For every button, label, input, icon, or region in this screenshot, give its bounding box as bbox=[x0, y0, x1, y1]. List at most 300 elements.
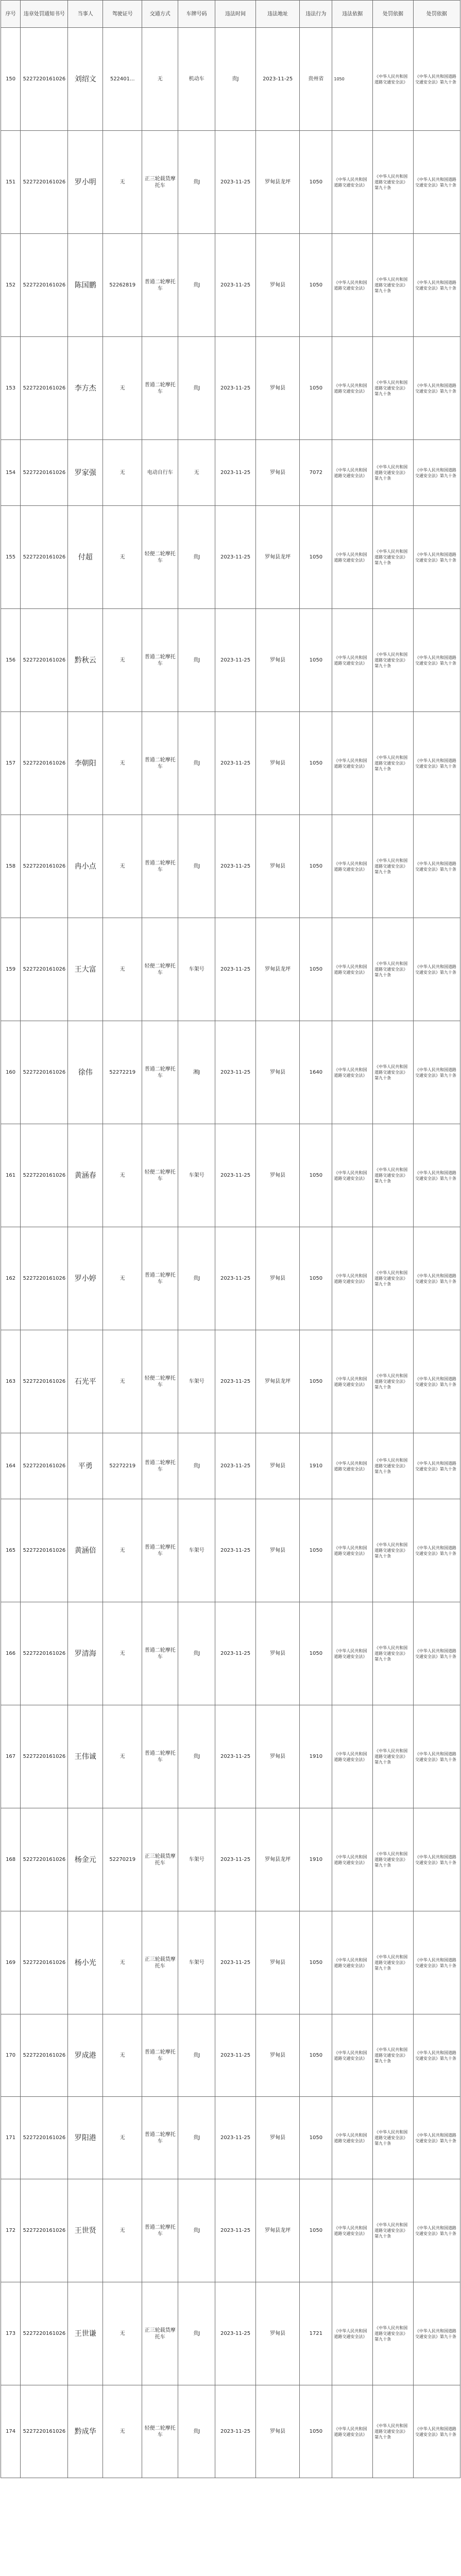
table-cell: 贵J bbox=[178, 1227, 215, 1330]
table-cell: 罗甸县龙坪 bbox=[255, 2179, 299, 2282]
table-cell: 5227220161026 bbox=[21, 1499, 68, 1602]
table-cell: 无 bbox=[103, 815, 142, 918]
table-row bbox=[1, 1911, 460, 2014]
table-cell: 《中华人民共和国道路交通安全法》 bbox=[332, 1227, 373, 1330]
table-cell: 无 bbox=[103, 1499, 142, 1602]
header-cell: 违法时间 bbox=[215, 1, 256, 28]
table-cell: 1050 bbox=[300, 506, 332, 609]
table-cell: 普通二轮摩托车 bbox=[142, 815, 178, 918]
table-cell: 2023-11-25 bbox=[215, 815, 256, 918]
table-cell: 《中华人民共和国道路交通安全法》第九十条 bbox=[413, 1330, 460, 1433]
table-cell: 152 bbox=[1, 234, 21, 337]
table-row bbox=[1, 234, 460, 337]
table-cell: 轻便二轮摩托车 bbox=[142, 918, 178, 1021]
table-cell: 车架号 bbox=[178, 1499, 215, 1602]
table-cell: 普通二轮摩托车 bbox=[142, 1705, 178, 1808]
table-row bbox=[1, 2282, 460, 2385]
table-cell: 《中华人民共和国道路交通安全法》 bbox=[332, 506, 373, 609]
table-cell: 无 bbox=[103, 506, 142, 609]
table-cell: 154 bbox=[1, 440, 21, 506]
table-cell: 贵J bbox=[178, 2282, 215, 2385]
table-cell: 169 bbox=[1, 1911, 21, 2014]
table-cell: 《中华人民共和国道路交通安全法》第九十条 bbox=[373, 2179, 414, 2282]
table-cell: 普通二轮摩托车 bbox=[142, 2014, 178, 2097]
table-cell: 2023-11-25 bbox=[255, 28, 299, 131]
table-cell: 1910 bbox=[300, 1705, 332, 1808]
table-cell: 罗甸县 bbox=[255, 1433, 299, 1499]
table-cell: 2023-11-25 bbox=[215, 1911, 256, 2014]
table-cell: 5227220161026 bbox=[21, 234, 68, 337]
table-cell: 《中华人民共和国道路交通安全法》第九十条 bbox=[413, 1227, 460, 1330]
table-row bbox=[1, 506, 460, 609]
table-cell: 2023-11-25 bbox=[215, 2282, 256, 2385]
table-cell: 2023-11-25 bbox=[215, 918, 256, 1021]
table-cell: 罗甸县 bbox=[255, 1499, 299, 1602]
table-cell: 《中华人民共和国道路交通安全法》 bbox=[332, 2014, 373, 2097]
table-cell: 《中华人民共和国道路交通安全法》 bbox=[332, 609, 373, 712]
table-cell: 165 bbox=[1, 1499, 21, 1602]
table-cell: 罗甸县 bbox=[255, 440, 299, 506]
table-cell: 《中华人民共和国道路交通安全法》 bbox=[332, 337, 373, 440]
table-row bbox=[1, 2097, 460, 2179]
table-cell: 1050 bbox=[300, 1911, 332, 2014]
table-cell: 5227220161026 bbox=[21, 712, 68, 815]
table-cell: 无 bbox=[103, 609, 142, 712]
table-cell: 5227220161026 bbox=[21, 918, 68, 1021]
table-cell: 《中华人民共和国道路交通安全法》第九十条 bbox=[373, 609, 414, 712]
table-cell: 《中华人民共和国道路交通安全法》第九十条 bbox=[373, 1911, 414, 2014]
table-cell: 李朝阳 bbox=[68, 712, 103, 815]
table-cell: 《中华人民共和国道路交通安全法》 bbox=[332, 1499, 373, 1602]
table-cell: 1910 bbox=[300, 1808, 332, 1911]
table-cell: 《中华人民共和国道路交通安全法》第九十条 bbox=[373, 712, 414, 815]
table-cell: 王伟诚 bbox=[68, 1705, 103, 1808]
table-cell: 无 bbox=[103, 2385, 142, 2478]
table-cell: 5227220161026 bbox=[21, 131, 68, 234]
table-cell: 《中华人民共和国道路交通安全法》第九十条 bbox=[413, 815, 460, 918]
table-cell: 1050 bbox=[332, 28, 373, 131]
table-cell: 罗甸县 bbox=[255, 1124, 299, 1227]
table-cell: 普通二轮摩托车 bbox=[142, 1433, 178, 1499]
table-cell: 普通二轮摩托车 bbox=[142, 1021, 178, 1124]
table-cell: 杨金元 bbox=[68, 1808, 103, 1911]
table-cell: 2023-11-25 bbox=[215, 2385, 256, 2478]
table-cell: 151 bbox=[1, 131, 21, 234]
table-cell: 王大富 bbox=[68, 918, 103, 1021]
table-cell: 罗甸县 bbox=[255, 337, 299, 440]
table-cell: 52262819 bbox=[103, 234, 142, 337]
table-cell: 5227220161026 bbox=[21, 337, 68, 440]
table-cell: 《中华人民共和国道路交通安全法》第九十条 bbox=[373, 506, 414, 609]
table-cell: 《中华人民共和国道路交通安全法》 bbox=[332, 440, 373, 506]
table-cell: 2023-11-25 bbox=[215, 1705, 256, 1808]
table-cell: 罗甸县 bbox=[255, 2097, 299, 2179]
table-cell: 《中华人民共和国道路交通安全法》 bbox=[332, 1021, 373, 1124]
table-cell: 陈国鹏 bbox=[68, 234, 103, 337]
table-row bbox=[1, 918, 460, 1021]
table-cell: 153 bbox=[1, 337, 21, 440]
table-cell: 《中华人民共和国道路交通安全法》第九十条 bbox=[413, 1021, 460, 1124]
table-cell: 5227220161026 bbox=[21, 1808, 68, 1911]
table-cell: 《中华人民共和国道路交通安全法》第九十条 bbox=[373, 1705, 414, 1808]
table-cell: 贵J bbox=[178, 337, 215, 440]
table-cell: 贵J bbox=[178, 2014, 215, 2097]
table-cell: 2023-11-25 bbox=[215, 440, 256, 506]
table-cell: 无 bbox=[103, 1124, 142, 1227]
table-cell: 5227220161026 bbox=[21, 506, 68, 609]
table-cell: 罗甸县 bbox=[255, 1227, 299, 1330]
table-cell: 《中华人民共和国道路交通安全法》第九十条 bbox=[413, 2179, 460, 2282]
table-cell: 5227220161026 bbox=[21, 1705, 68, 1808]
table-cell: 161 bbox=[1, 1124, 21, 1227]
table-cell: 《中华人民共和国道路交通安全法》第九十条 bbox=[413, 1124, 460, 1227]
table-cell: 罗阳港 bbox=[68, 2097, 103, 2179]
table-cell: 罗甸县 bbox=[255, 609, 299, 712]
table-cell: 2023-11-25 bbox=[215, 1499, 256, 1602]
table-cell: 5227220161026 bbox=[21, 1911, 68, 2014]
table-cell: 5227220161026 bbox=[21, 815, 68, 918]
table-cell: 2023-11-25 bbox=[215, 712, 256, 815]
table-cell: 罗甸县 bbox=[255, 1602, 299, 1705]
table-cell: 1050 bbox=[300, 1124, 332, 1227]
table-row bbox=[1, 1499, 460, 1602]
table-cell: 1050 bbox=[300, 1227, 332, 1330]
header-cell: 违法地址 bbox=[255, 1, 299, 28]
table-cell: 1050 bbox=[300, 918, 332, 1021]
table-cell: 黄涵倍 bbox=[68, 1499, 103, 1602]
table-cell: 石光平 bbox=[68, 1330, 103, 1433]
table-cell: 156 bbox=[1, 609, 21, 712]
table-cell: 普通二轮摩托车 bbox=[142, 609, 178, 712]
table-row bbox=[1, 28, 460, 131]
table-cell: 轻便二轮摩托车 bbox=[142, 506, 178, 609]
table-cell: 无 bbox=[103, 337, 142, 440]
table-cell: 《中华人民共和国道路交通安全法》第九十条 bbox=[373, 815, 414, 918]
table-cell: 《中华人民共和国道路交通安全法》第九十条 bbox=[413, 918, 460, 1021]
table-cell: 无 bbox=[103, 712, 142, 815]
table-cell: 罗小婷 bbox=[68, 1227, 103, 1330]
table-cell: 《中华人民共和国道路交通安全法》第九十条 bbox=[413, 609, 460, 712]
table-cell: 2023-11-25 bbox=[215, 1808, 256, 1911]
table-row bbox=[1, 2385, 460, 2478]
table-cell: 2023-11-25 bbox=[215, 1227, 256, 1330]
table-cell: 《中华人民共和国道路交通安全法》 bbox=[332, 2282, 373, 2385]
table-cell: 《中华人民共和国道路交通安全法》第九十条 bbox=[373, 2282, 414, 2385]
table-row bbox=[1, 337, 460, 440]
table-row bbox=[1, 712, 460, 815]
table-cell: 《中华人民共和国道路交通安全法》第九十条 bbox=[373, 1602, 414, 1705]
table-cell: 无 bbox=[103, 2179, 142, 2282]
table-cell: 徐伟 bbox=[68, 1021, 103, 1124]
table-cell: 《中华人民共和国道路交通安全法》第九十条 bbox=[373, 2097, 414, 2179]
table-cell: 罗小明 bbox=[68, 131, 103, 234]
table-cell: 普通二轮摩托车 bbox=[142, 2179, 178, 2282]
table-cell: 163 bbox=[1, 1330, 21, 1433]
table-cell: 无 bbox=[103, 2282, 142, 2385]
table-cell: 《中华人民共和国道路交通安全法》第九十条 bbox=[413, 234, 460, 337]
table-cell: 《中华人民共和国道路交通安全法》第九十条 bbox=[413, 2282, 460, 2385]
table-cell: 1050 bbox=[300, 131, 332, 234]
table-cell: 电动自行车 bbox=[142, 440, 178, 506]
table-cell: 罗甸县龙坪 bbox=[255, 506, 299, 609]
table-cell: 《中华人民共和国道路交通安全法》第九十条 bbox=[413, 1499, 460, 1602]
table-cell: 1050 bbox=[300, 234, 332, 337]
table-cell: 贵J bbox=[178, 712, 215, 815]
header-cell: 交通方式 bbox=[142, 1, 178, 28]
table-cell: 522401... bbox=[103, 28, 142, 131]
table-cell: 黄涵春 bbox=[68, 1124, 103, 1227]
table-cell: 罗甸县龙坪 bbox=[255, 131, 299, 234]
table-cell: 2023-11-25 bbox=[215, 506, 256, 609]
table-cell: 160 bbox=[1, 1021, 21, 1124]
table-cell: 《中华人民共和国道路交通安全法》 bbox=[332, 712, 373, 815]
table-cell: 冉小点 bbox=[68, 815, 103, 918]
table-cell: 171 bbox=[1, 2097, 21, 2179]
table-cell: 《中华人民共和国道路交通安全法》第九十条 bbox=[413, 2385, 460, 2478]
table-cell: 155 bbox=[1, 506, 21, 609]
table-cell: 《中华人民共和国道路交通安全法》 bbox=[332, 1705, 373, 1808]
table-cell: 无 bbox=[103, 918, 142, 1021]
table-cell: 轻便二轮摩托车 bbox=[142, 1124, 178, 1227]
table-cell: 罗甸县 bbox=[255, 712, 299, 815]
table-cell: 5227220161026 bbox=[21, 1602, 68, 1705]
table-row bbox=[1, 440, 460, 506]
table-cell: 5227220161026 bbox=[21, 2179, 68, 2282]
table-cell: 1050 bbox=[300, 2014, 332, 2097]
table-row bbox=[1, 2179, 460, 2282]
table-cell: 52272219 bbox=[103, 1433, 142, 1499]
table-cell: 王世贤 bbox=[68, 2179, 103, 2282]
table-cell: 无 bbox=[103, 131, 142, 234]
table-cell: 普通二轮摩托车 bbox=[142, 1602, 178, 1705]
table-cell: 52272219 bbox=[103, 1021, 142, 1124]
table-cell: 5227220161026 bbox=[21, 1124, 68, 1227]
table-cell: 《中华人民共和国道路交通安全法》第九十条 bbox=[413, 337, 460, 440]
table-cell: 贵J bbox=[178, 1602, 215, 1705]
table-cell: 1050 bbox=[300, 712, 332, 815]
table-cell: 无 bbox=[103, 1602, 142, 1705]
table-cell: 《中华人民共和国道路交通安全法》第九十条 bbox=[373, 1330, 414, 1433]
table-cell: 《中华人民共和国道路交通安全法》 bbox=[332, 918, 373, 1021]
table-cell: 2023-11-25 bbox=[215, 337, 256, 440]
table-cell: 罗甸县 bbox=[255, 2282, 299, 2385]
table-row bbox=[1, 1021, 460, 1124]
table-cell: 贵J bbox=[178, 1705, 215, 1808]
table-cell: 《中华人民共和国道路交通安全法》 bbox=[373, 28, 414, 131]
table-cell: 52270219 bbox=[103, 1808, 142, 1911]
table-cell: 无 bbox=[103, 1911, 142, 2014]
table-cell: 《中华人民共和国道路交通安全法》 bbox=[332, 2179, 373, 2282]
table-cell: 《中华人民共和国道路交通安全法》 bbox=[332, 2385, 373, 2478]
header-cell: 序号 bbox=[1, 1, 21, 28]
table-cell: 《中华人民共和国道路交通安全法》第九十条 bbox=[413, 506, 460, 609]
header-cell: 处罚依据 bbox=[413, 1, 460, 28]
table-cell: 《中华人民共和国道路交通安全法》第九十条 bbox=[373, 1021, 414, 1124]
table-cell: 《中华人民共和国道路交通安全法》 bbox=[332, 1602, 373, 1705]
table-cell: 2023-11-25 bbox=[215, 1124, 256, 1227]
table-cell: 158 bbox=[1, 815, 21, 918]
table-row bbox=[1, 1330, 460, 1433]
table-cell: 1050 bbox=[300, 609, 332, 712]
table-cell: 2023-11-25 bbox=[215, 2097, 256, 2179]
table-cell: 《中华人民共和国道路交通安全法》第九十条 bbox=[413, 28, 460, 131]
table-cell: 《中华人民共和国道路交通安全法》第九十条 bbox=[413, 1602, 460, 1705]
table-cell: 无 bbox=[103, 440, 142, 506]
table-row bbox=[1, 1227, 460, 1330]
table-cell: 2023-11-25 bbox=[215, 131, 256, 234]
table-cell: 无 bbox=[103, 2014, 142, 2097]
table-cell: 贵J bbox=[178, 1433, 215, 1499]
table-cell: 罗甸县 bbox=[255, 2014, 299, 2097]
table-cell: 贵J bbox=[215, 28, 256, 131]
table-cell: 2023-11-25 bbox=[215, 1602, 256, 1705]
table-cell: 车架号 bbox=[178, 1808, 215, 1911]
table-cell: 王世谦 bbox=[68, 2282, 103, 2385]
table-cell: 5227220161026 bbox=[21, 1330, 68, 1433]
table-cell: 5227220161026 bbox=[21, 1433, 68, 1499]
table-cell: 《中华人民共和国道路交通安全法》第九十条 bbox=[413, 712, 460, 815]
table-cell: 正三轮载货摩托车 bbox=[142, 1808, 178, 1911]
table-cell: 2023-11-25 bbox=[215, 234, 256, 337]
table-cell: 174 bbox=[1, 2385, 21, 2478]
table-row bbox=[1, 1124, 460, 1227]
table-cell: 《中华人民共和国道路交通安全法》第九十条 bbox=[413, 1808, 460, 1911]
table-cell: 173 bbox=[1, 2282, 21, 2385]
header-cell: 处罚依据 bbox=[373, 1, 414, 28]
table-cell: 机动车 bbox=[178, 28, 215, 131]
table-cell: 普通二轮摩托车 bbox=[142, 1499, 178, 1602]
table-cell: 罗甸县 bbox=[255, 815, 299, 918]
table-cell: 170 bbox=[1, 2014, 21, 2097]
table-cell: 普通二轮摩托车 bbox=[142, 2097, 178, 2179]
table-cell: 157 bbox=[1, 712, 21, 815]
table-cell: 1050 bbox=[300, 815, 332, 918]
table-cell: 付超 bbox=[68, 506, 103, 609]
table-cell: 5227220161026 bbox=[21, 2385, 68, 2478]
table-cell: 罗甸县 bbox=[255, 1911, 299, 2014]
table-cell: 1050 bbox=[300, 337, 332, 440]
table-cell: 轻便二轮摩托车 bbox=[142, 1330, 178, 1433]
table-cell: 5227220161026 bbox=[21, 2097, 68, 2179]
table-cell: 无 bbox=[103, 1705, 142, 1808]
table-cell: 5227220161026 bbox=[21, 1227, 68, 1330]
table-cell: 刘绍文 bbox=[68, 28, 103, 131]
table-cell: 罗甸县 bbox=[255, 234, 299, 337]
table-cell: 1640 bbox=[300, 1021, 332, 1124]
table-cell: 《中华人民共和国道路交通安全法》第九十条 bbox=[413, 2097, 460, 2179]
table-cell: 贵J bbox=[178, 609, 215, 712]
table-cell: 平勇 bbox=[68, 1433, 103, 1499]
header-cell: 违法依据 bbox=[332, 1, 373, 28]
table-cell: 《中华人民共和国道路交通安全法》 bbox=[332, 1433, 373, 1499]
table-cell: 159 bbox=[1, 918, 21, 1021]
table-cell: 172 bbox=[1, 2179, 21, 2282]
table-cell: 《中华人民共和国道路交通安全法》第九十条 bbox=[413, 1433, 460, 1499]
table-cell: 1721 bbox=[300, 2282, 332, 2385]
table-cell: 普通二轮摩托车 bbox=[142, 712, 178, 815]
table-cell: 《中华人民共和国道路交通安全法》第九十条 bbox=[373, 1124, 414, 1227]
header-cell: 违法行为 bbox=[300, 1, 332, 28]
table-cell: 2023-11-25 bbox=[215, 609, 256, 712]
table-cell: 无 bbox=[142, 28, 178, 131]
table-cell: 贵J bbox=[178, 815, 215, 918]
table-cell: 罗甸县 bbox=[255, 1021, 299, 1124]
table-cell: 正三轮载货摩托车 bbox=[142, 1911, 178, 2014]
table-cell: 罗甸县 bbox=[255, 1705, 299, 1808]
table-cell: 1050 bbox=[300, 1499, 332, 1602]
table-cell: 1910 bbox=[300, 1433, 332, 1499]
table-cell: 罗甸县龙坪 bbox=[255, 918, 299, 1021]
table-cell: 《中华人民共和国道路交通安全法》第九十条 bbox=[373, 440, 414, 506]
table-cell: 《中华人民共和国道路交通安全法》 bbox=[332, 815, 373, 918]
table-cell: 《中华人民共和国道路交通安全法》第九十条 bbox=[413, 131, 460, 234]
table-cell: 普通二轮摩托车 bbox=[142, 234, 178, 337]
table-cell: 贵J bbox=[178, 2179, 215, 2282]
table-cell: 1050 bbox=[300, 1602, 332, 1705]
table-cell: 5227220161026 bbox=[21, 28, 68, 131]
header-row bbox=[1, 1, 460, 28]
table-row bbox=[1, 1705, 460, 1808]
table-cell: 162 bbox=[1, 1227, 21, 1330]
table-cell: 贵州省 bbox=[300, 28, 332, 131]
table-cell: 《中华人民共和国道路交通安全法》 bbox=[332, 1911, 373, 2014]
table-cell: 罗成港 bbox=[68, 2014, 103, 2097]
header-cell: 车牌号码 bbox=[178, 1, 215, 28]
table-cell: 168 bbox=[1, 1808, 21, 1911]
table-cell: 164 bbox=[1, 1433, 21, 1499]
table-cell: 167 bbox=[1, 1705, 21, 1808]
table-cell: 166 bbox=[1, 1602, 21, 1705]
header-cell: 驾驶证号 bbox=[103, 1, 142, 28]
table-cell: 贵J bbox=[178, 506, 215, 609]
table-cell: 150 bbox=[1, 28, 21, 131]
table-row bbox=[1, 2014, 460, 2097]
table-cell: 5227220161026 bbox=[21, 440, 68, 506]
table-cell: 黔成华 bbox=[68, 2385, 103, 2478]
table-cell: 《中华人民共和国道路交通安全法》第九十条 bbox=[373, 131, 414, 234]
table-cell: 《中华人民共和国道路交通安全法》第九十条 bbox=[373, 2014, 414, 2097]
table-body bbox=[1, 28, 460, 2478]
table-cell: 5227220161026 bbox=[21, 2014, 68, 2097]
table-cell: 《中华人民共和国道路交通安全法》第九十条 bbox=[373, 234, 414, 337]
table-cell: 贵J bbox=[178, 131, 215, 234]
table-cell: 《中华人民共和国道路交通安全法》第九十条 bbox=[373, 1808, 414, 1911]
violations-table-sheet bbox=[1, 0, 460, 2478]
table-cell: 《中华人民共和国道路交通安全法》第九十条 bbox=[373, 1227, 414, 1330]
table-cell: 普通二轮摩托车 bbox=[142, 1227, 178, 1330]
table-cell: 5227220161026 bbox=[21, 1021, 68, 1124]
table-cell: 1050 bbox=[300, 2179, 332, 2282]
table-cell: 2023-11-25 bbox=[215, 2014, 256, 2097]
table-cell: 1050 bbox=[300, 2385, 332, 2478]
table-row bbox=[1, 1433, 460, 1499]
table-cell: 罗家强 bbox=[68, 440, 103, 506]
table-cell: 《中华人民共和国道路交通安全法》 bbox=[332, 1330, 373, 1433]
table-row bbox=[1, 609, 460, 712]
table-cell: 《中华人民共和国道路交通安全法》第九十条 bbox=[413, 1705, 460, 1808]
table-cell: 2023-11-25 bbox=[215, 1330, 256, 1433]
header-cell: 违章处罚通知书号 bbox=[21, 1, 68, 28]
table-cell: 《中华人民共和国道路交通安全法》第九十条 bbox=[373, 337, 414, 440]
table-row bbox=[1, 131, 460, 234]
table-cell: 5227220161026 bbox=[21, 609, 68, 712]
table-cell: 2023-11-25 bbox=[215, 1021, 256, 1124]
table-cell: 普通二轮摩托车 bbox=[142, 337, 178, 440]
table-row bbox=[1, 1808, 460, 1911]
table-cell: 车架号 bbox=[178, 918, 215, 1021]
table-cell: 贵J bbox=[178, 2385, 215, 2478]
table-cell: 《中华人民共和国道路交通安全法》第九十条 bbox=[413, 440, 460, 506]
